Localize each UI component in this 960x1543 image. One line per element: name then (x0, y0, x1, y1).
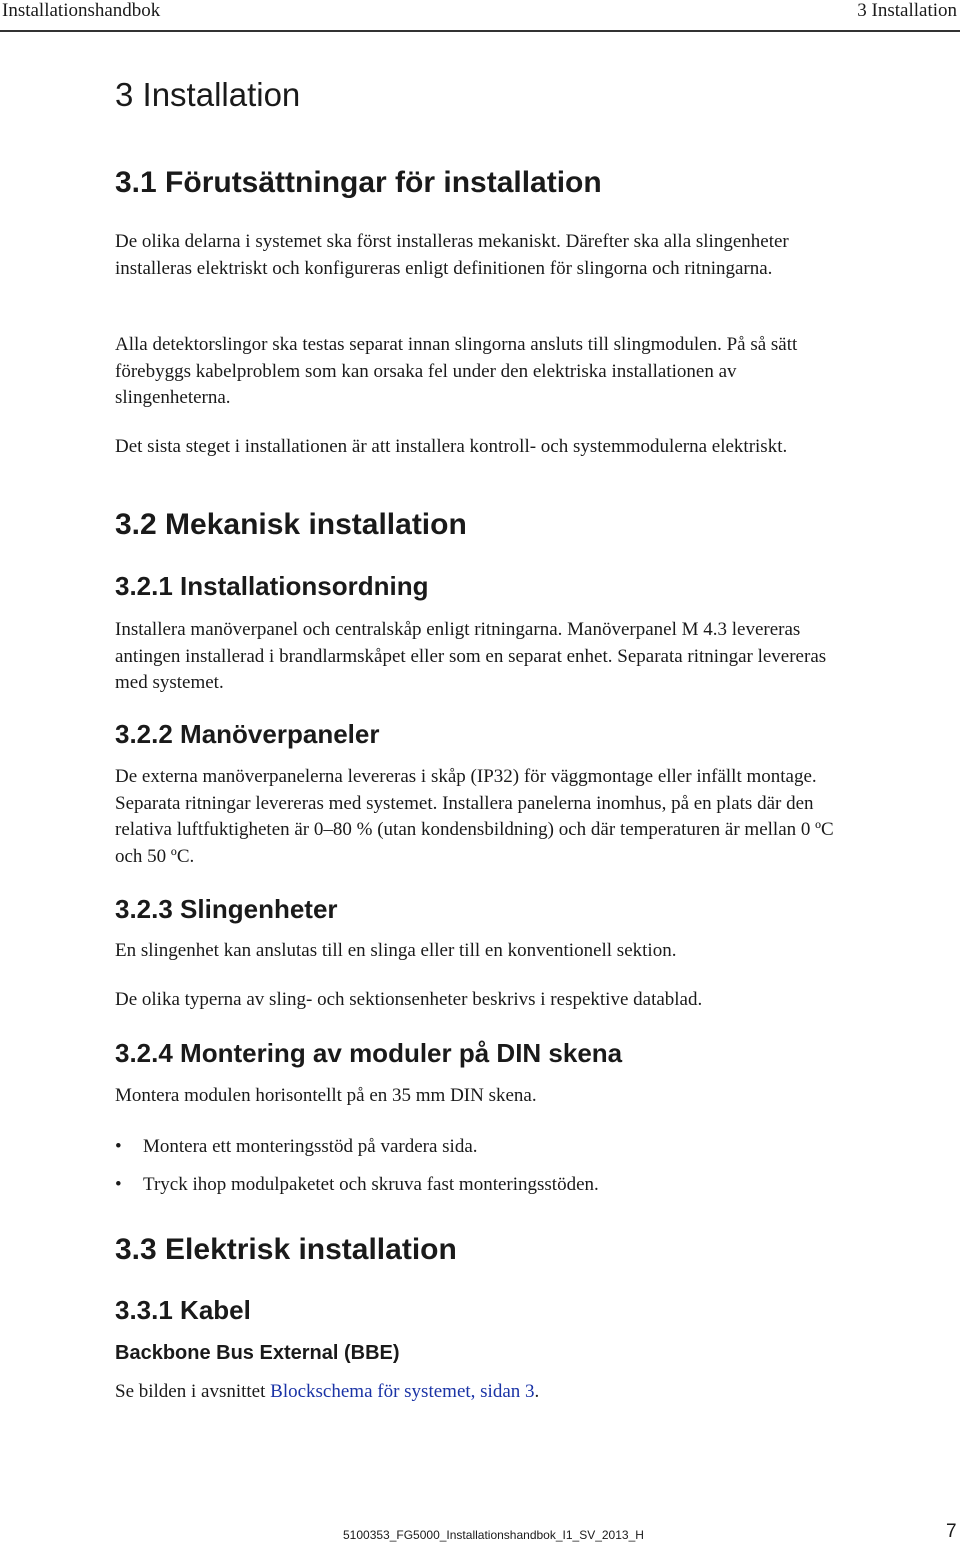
page-header (0, 0, 960, 32)
paragraph-prefix: Se bilden i avsnittet (115, 1381, 271, 1402)
page-number: 7 (946, 1521, 957, 1542)
paragraph-3-2-1: Installera manöverpanel och centralskåp enligt ritningarna. Manöverpanel M 4.3 levereras antingen installerad i brandlarmskåpet eller som en separat enhet. Separata ritningar levereras med systemet. (115, 619, 827, 693)
paragraph-3-1-c: Det sista steget i installationen är att installera kontroll- och systemmodulerna elektriskt. (115, 436, 788, 457)
paragraph-suffix: . (534, 1381, 540, 1402)
section-title-3-2-1: 3.2.1 Installationsordning (115, 571, 429, 601)
section-title-3-2-3: 3.2.3 Slingenheter (115, 894, 338, 924)
list-item-text: Montera ett monteringsstöd på vardera sida. (143, 1136, 478, 1157)
section-title-3-3-1: 3.3.1 Kabel (115, 1295, 251, 1325)
paragraph-3-2-2: De externa manöverpanelerna levereras i skåp (IP32) för väggmontage eller infällt montage. Separata ritningar levereras med systemet. Installera panelerna inomhus, på en plats där den relativa luftfuktigheten är 0–80 % (utan kondensbildning) och där temperaturen är mellan 0 ºC och 50 ºC. (115, 766, 834, 867)
subsection-title-bbe: Backbone Bus External (BBE) (115, 1342, 400, 1364)
paragraph-3-1-a: De olika delarna i systemet ska först installeras mekaniskt. Därefter ska alla slingenheter installeras elektriskt och konfigureras enligt definitionen för slingorna och ritningarna. (115, 231, 789, 279)
section-title-3-3: 3.3 Elektrisk installation (115, 1233, 457, 1266)
header-document-title: Installationshandbok (2, 0, 161, 21)
section-title-3-1: 3.1 Förutsättningar för installation (115, 166, 602, 199)
section-title-3-2: 3.2 Mekanisk installation (115, 508, 467, 541)
section-title-3-2-2: 3.2.2 Manöverpaneler (115, 719, 380, 749)
header-chapter-title: 3 Installation (857, 0, 957, 21)
paragraph-3-2-3-b: De olika typerna av sling- och sektionsenheter beskrivs i respektive datablad. (115, 989, 703, 1010)
paragraph-3-2-3-a: En slingenhet kan anslutas till en slinga eller till en konventionell sektion. (115, 940, 677, 961)
section-title-3-2-4: 3.2.4 Montering av moduler på DIN skena (115, 1038, 623, 1068)
bullet-marker: • (115, 1174, 122, 1195)
paragraph-3-2-4: Montera modulen horisontellt på en 35 mm DIN skena. (115, 1085, 537, 1106)
list-item-text: Tryck ihop modulpaketet och skruva fast monteringsstöden. (143, 1174, 599, 1195)
paragraph-3-1-b: Alla detektorslingor ska testas separat innan slingorna ansluts till slingmodulen. På så sätt förebyggs kabelproblem som kan orsaka fel under den elektriska installationen av slingenheterna. (115, 334, 798, 408)
chapter-title: 3 Installation (115, 76, 301, 113)
bullet-marker: • (115, 1136, 122, 1157)
footer-document-id: 5100353_FG5000_Installationshandbok_I1_SV_2013_H (343, 1528, 644, 1542)
cross-reference-link[interactable]: Blockschema för systemet, sidan 3 (270, 1381, 535, 1402)
paragraph-3-3-1 (115, 1379, 845, 1406)
